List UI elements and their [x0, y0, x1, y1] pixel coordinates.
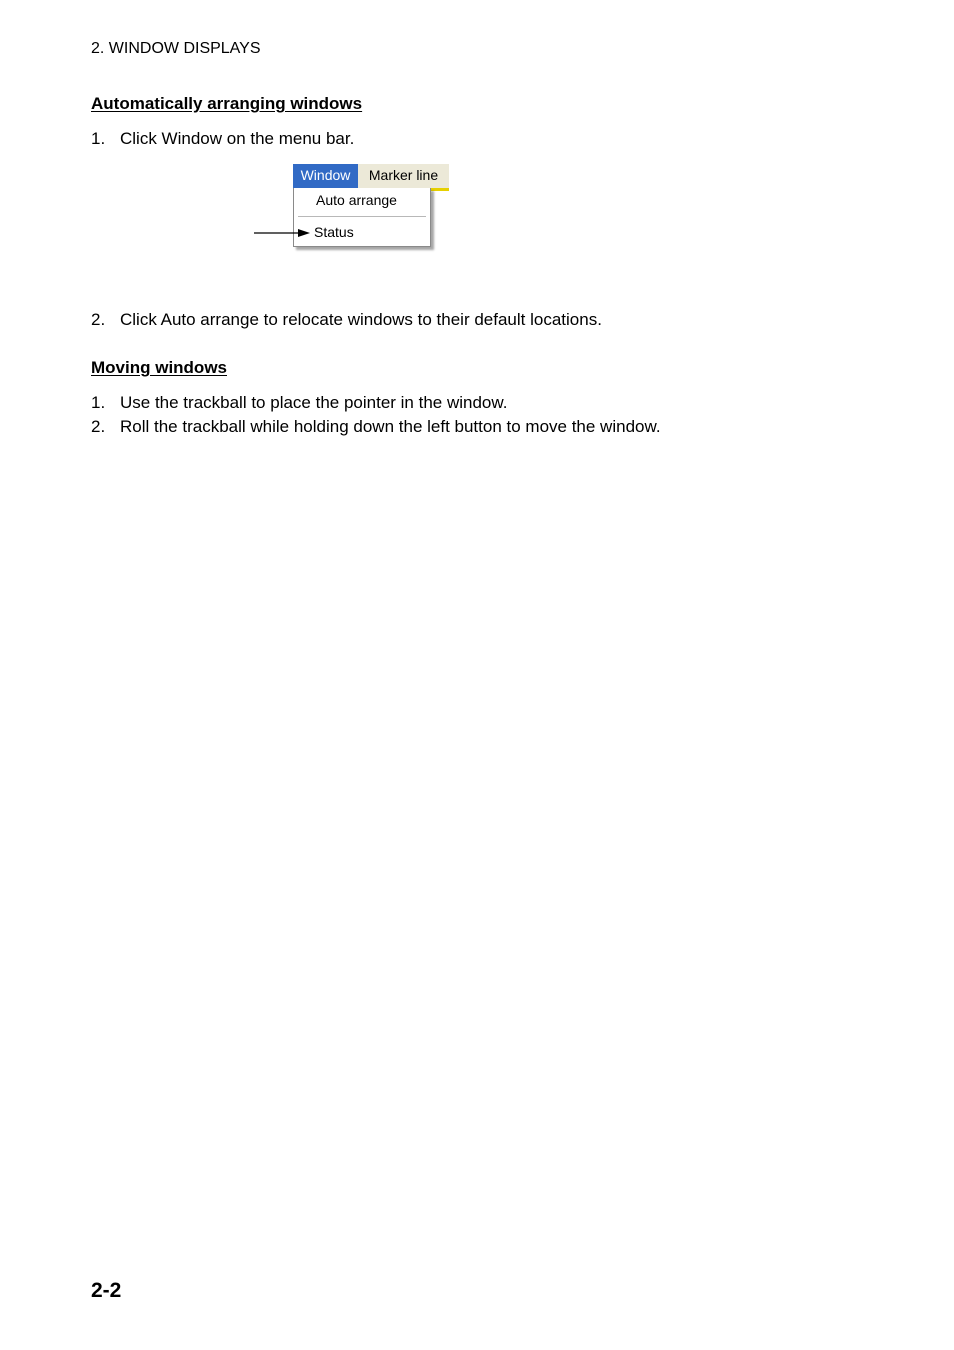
moving-step-1	[91, 393, 507, 413]
page-number: 2-2	[91, 1279, 122, 1302]
menu-separator	[298, 216, 426, 217]
step-text: Click Window on the menu bar.	[120, 129, 355, 148]
step-text: Use the trackball to place the pointer in the window.	[120, 393, 508, 412]
window-dropdown-menu	[293, 188, 431, 247]
step-number: 2.	[91, 417, 106, 436]
step-text: Click Auto arrange to relocate windows to their default locations.	[120, 310, 602, 329]
step-text: Roll the trackball while holding down the left button to move the window.	[120, 417, 661, 436]
step-number: 2.	[91, 310, 106, 329]
menu-bar	[293, 164, 449, 188]
step-number: 1.	[91, 393, 106, 412]
menu-accent-line	[429, 188, 449, 191]
menu-item-auto-arrange[interactable]: Auto arrange	[316, 192, 397, 208]
auto-arrange-step-2	[91, 310, 602, 330]
step-number: 1.	[91, 129, 106, 148]
pointer-arrow-icon	[254, 226, 312, 240]
running-header: 2. WINDOW DISPLAYS	[91, 40, 261, 57]
section-title-moving-windows: Moving windows	[91, 358, 227, 377]
menu-window[interactable]: Window	[293, 164, 358, 188]
menu-item-status[interactable]: Status	[314, 224, 354, 240]
moving-step-2	[91, 417, 661, 437]
section-title-auto-arrange: Automatically arranging windows	[91, 94, 363, 113]
menu-marker-line[interactable]: Marker line	[368, 167, 439, 183]
auto-arrange-step-1	[91, 129, 354, 149]
